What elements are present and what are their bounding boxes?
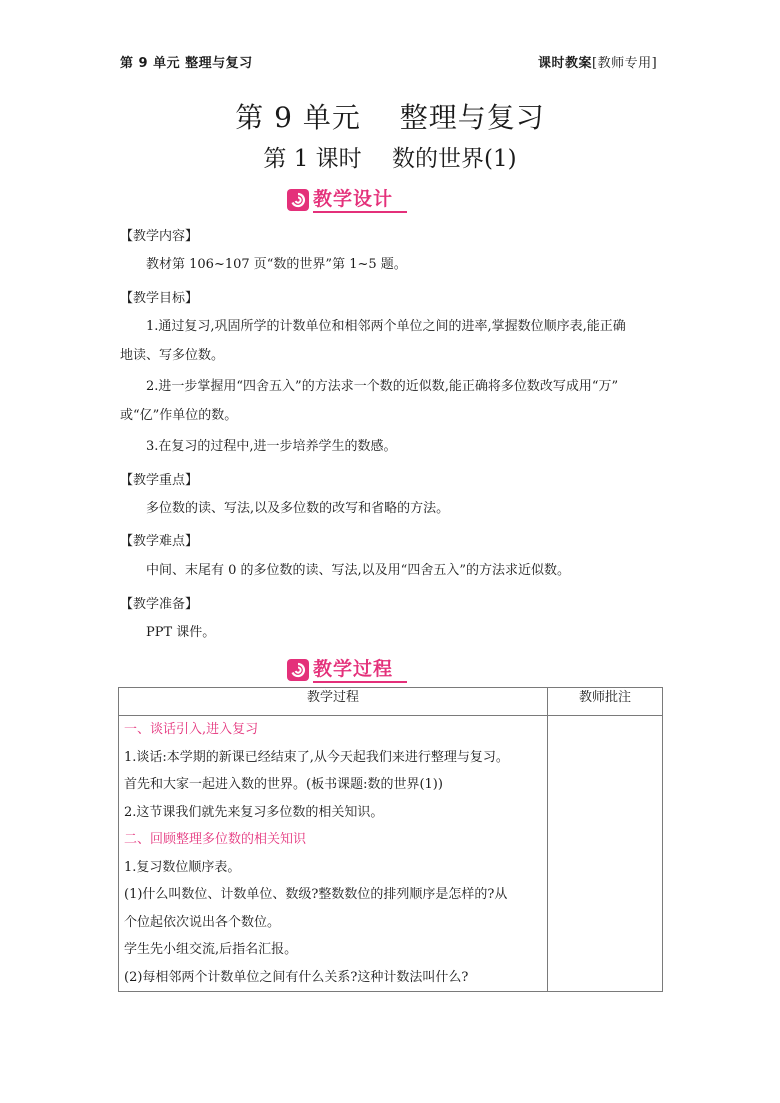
lesson-title: 第 1 课时 数的世界(1) <box>263 146 517 172</box>
running-header-unit: 第 9 单元 整理与复习 <box>120 56 253 71</box>
goal-1-line-1: 1.通过复习,巩固所学的计数单位和相邻两个单位之间的进率,掌握数位顺序表,能正确 <box>146 319 626 334</box>
goal-1-line-2: 地读、写多位数。 <box>120 348 225 363</box>
teaching-design-label: 教学设计 <box>313 187 407 213</box>
prep-heading: 【教学准备】 <box>120 597 199 612</box>
teaching-process-banner <box>287 657 407 683</box>
teaching-design-banner <box>287 187 407 213</box>
process-table <box>118 687 663 992</box>
running-header-type <box>538 52 657 71</box>
process-line: 首先和大家一起进入数的世界。(板书课题:数的世界(1)) <box>124 777 443 792</box>
process-section-heading: 一、谈话引入,进入复习 <box>124 722 259 737</box>
process-line: 1.复习数位顺序表。 <box>124 859 241 875</box>
goal-2-line-2: 或“亿”作单位的数。 <box>120 408 238 423</box>
teaching-process-label: 教学过程 <box>313 657 407 683</box>
header-type-sub: [教师专用] <box>592 56 658 71</box>
difficult-heading: 【教学难点】 <box>120 534 199 549</box>
prep-text: PPT 课件。 <box>146 625 216 640</box>
process-line: 1.谈话:本学期的新课已经结束了,从今天起我们来进行整理与复习。 <box>124 749 509 765</box>
process-line: 2.这节课我们就先来复习多位数的相关知识。 <box>124 804 384 820</box>
process-line: 学生先小组交流,后指名汇报。 <box>124 942 298 957</box>
process-line: (2)每相邻两个计数单位之间有什么关系?这种计数法叫什么? <box>124 969 469 985</box>
swirl-icon <box>287 189 309 211</box>
teacher-notes-cell <box>548 716 663 992</box>
goals-heading: 【教学目标】 <box>120 291 199 306</box>
key-text: 多位数的读、写法,以及多位数的改写和省略的方法。 <box>146 501 450 516</box>
key-heading: 【教学重点】 <box>120 473 199 488</box>
process-content-cell <box>119 716 548 992</box>
content-heading: 【教学内容】 <box>120 229 199 244</box>
process-line: 个位起依次说出各个数位。 <box>124 914 281 930</box>
process-section-heading: 二、回顾整理多位数的相关知识 <box>124 832 307 847</box>
process-column-header: 教学过程 <box>119 688 548 716</box>
teacher-notes-column-header: 教师批注 <box>548 688 663 716</box>
goal-2-line-1: 2.进一步掌握用“四舍五入”的方法求一个数的近似数,能正确将多位数改写成用“万” <box>146 379 619 394</box>
goal-3: 3.在复习的过程中,进一步培养学生的数感。 <box>146 439 397 454</box>
process-line: (1)什么叫数位、计数单位、数级?整数数位的排列顺序是怎样的?从 <box>124 887 508 902</box>
difficult-text: 中间、末尾有 0 的多位数的读、写法,以及用“四舍五入”的方法求近似数。 <box>146 563 570 578</box>
swirl-icon <box>287 659 309 681</box>
content-text: 教材第 106~107 页“数的世界”第 1~5 题。 <box>146 257 407 272</box>
header-type-main: 课时教案 <box>538 56 593 71</box>
unit-title: 第 9 单元 整理与复习 <box>235 101 545 134</box>
